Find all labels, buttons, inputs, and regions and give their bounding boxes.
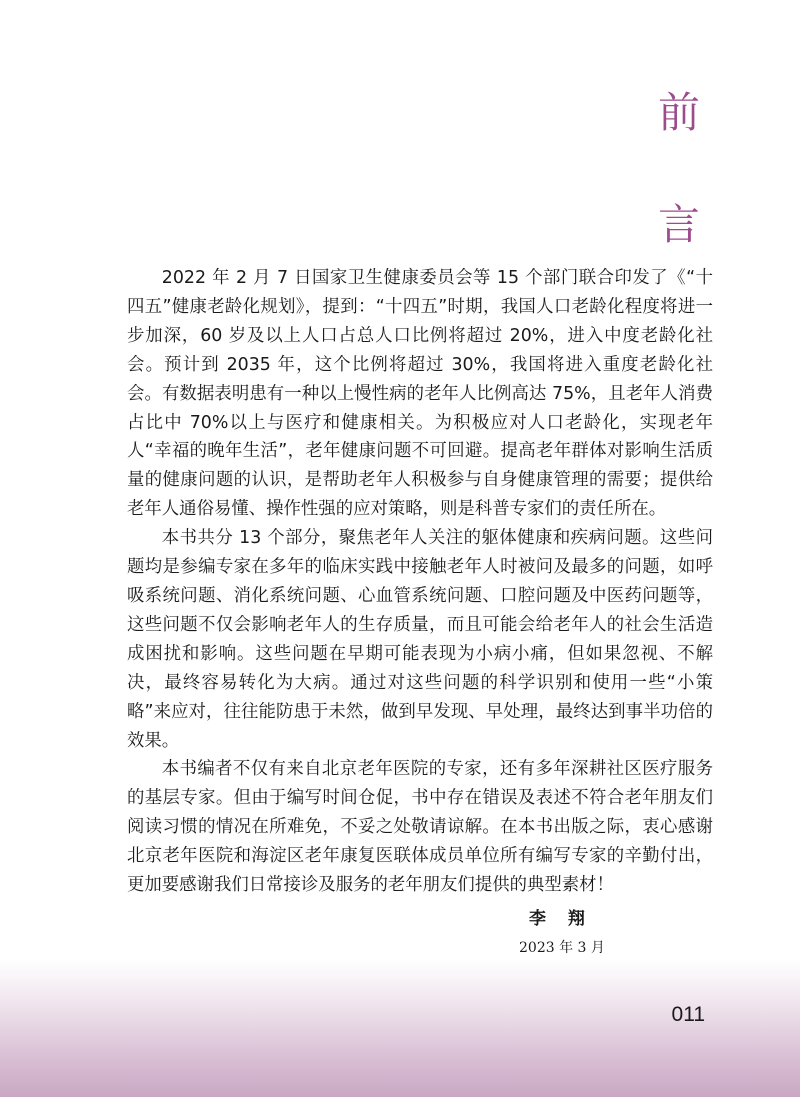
paragraph-1: 2022 年 2 月 7 日国家卫生健康委员会等 15 个部门联合印发了《“十四五”健康老龄化规划》，提到：“十四五”时期，我国人口老龄化程度将进一步加深，60 岁及以上人口占总人口比例将超过 20%，进入中度老龄化社会。预计到 2035 年，这个比例将超过 30%，我国将进入重度老龄化社会。有数据表明患有一种以上慢性病的老年人比例高达 75%，且老年人消费占比中 70%以上与医疗和健康相关。为积极应对人口老龄化，实现老年人“幸福的晚年生活”，老年健康问题不可回避。提高老年群体对影响生活质量的健康问题的认识，是帮助老年人积极参与自身健康管理的需要；提供给老年人通俗易懂、操作性强的应对策略，则是科普专家们的责任所在。 — [127, 268, 713, 520]
paragraph-3: 本书编者不仅有来自北京老年医院的专家，还有多年深耕社区医疗服务的基层专家。但由于编写时间仓促，书中存在错误及表述不符合老年朋友们阅读习惯的情况在所难免，不妥之处敬请谅解。在本书出版之际，衷心感谢北京老年医院和海淀区老年康复医联体成员单位所有编写专家的辛勤付出，更加要感谢我们日常接诊及服务的老年朋友们提供的典型素材！ — [127, 759, 713, 896]
author-name: 李 翔 — [529, 909, 593, 929]
preface-body — [127, 264, 713, 900]
page-number: 011 — [671, 1003, 705, 1026]
heading-char-yan: 言 — [657, 200, 700, 249]
heading-char-qian: 前 — [657, 88, 700, 137]
paragraph-2: 本书共分 13 个部分，聚焦老年人关注的躯体健康和疾病问题。这些问题均是参编专家在多年的临床实践中接触老年人时被问及最多的问题，如呼吸系统问题、消化系统问题、心血管系统问题、口腔问题及中医药问题等，这些问题不仅会影响老年人的生存质量，而且可能会给老年人的社会生活造成困扰和影响。这些问题在早期可能表现为小病小痛，但如果忽视、不解决，最终容易转化为大病。通过对这些问题的科学识别和使用一些“小策略”来应对，往往能防患于未然，做到早发现、早处理，最终达到事半功倍的效果。 — [127, 528, 713, 751]
signature-date: 2023 年 3 月 — [519, 940, 605, 956]
